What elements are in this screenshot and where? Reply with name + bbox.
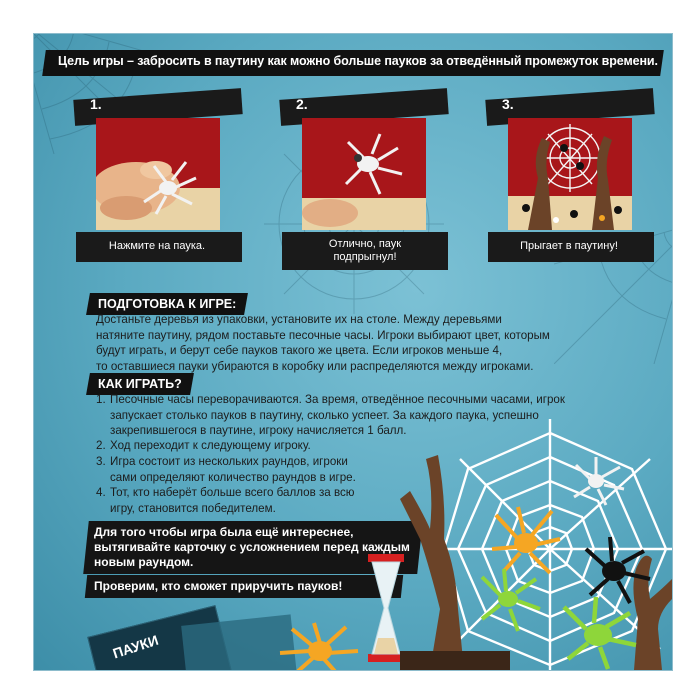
finger-pressing-spider-icon <box>96 118 220 230</box>
step-number: 1. <box>90 96 102 112</box>
tree-right-icon <box>633 556 672 670</box>
setup-title: ПОДГОТОВКА К ИГРЕ: <box>86 293 248 315</box>
step-caption: Прыгает в паутину! <box>520 240 618 252</box>
step-caption: Отлично, паук подпрыгнул! <box>328 238 402 263</box>
rule-line: сами определяют количество раундов в игре. <box>110 470 356 484</box>
jumping-spider-icon <box>302 118 426 230</box>
orange-spider-icon <box>274 619 364 671</box>
tree-left-icon <box>400 455 464 670</box>
spider-web-scene <box>400 419 672 670</box>
how-to-play-title: КАК ИГРАТЬ? <box>86 373 194 395</box>
setup-line: Достаньте деревья из упаковки, установите их на столе. Между деревьями <box>96 313 502 326</box>
step-photo <box>508 118 632 230</box>
rule-item-3 <box>96 454 396 485</box>
rule-number: 3. <box>96 455 106 468</box>
step-number: 3. <box>502 96 514 112</box>
rule-line: Тот, кто наберёт больше всего баллов за всю <box>110 486 355 499</box>
step-photo <box>302 118 426 230</box>
step-2 <box>280 92 450 272</box>
rule-line: Игра состоит из нескольких раундов, игроки <box>110 455 348 468</box>
goal-text: Цель игры – забросить в паутину как можно больше пауков за отведённый промежуток времени. <box>58 54 658 68</box>
step-3 <box>486 92 656 272</box>
rule-line: закрепившегося в паутине, игроку начисляется 1 балл. <box>110 424 407 437</box>
closing-text: Проверим, кто сможет приручить пауков! <box>94 579 343 593</box>
rule-line: Ход переходит к следующему игроку. <box>110 439 311 452</box>
setup-paragraph <box>96 312 666 374</box>
rule-number: 2. <box>96 439 106 452</box>
rule-line: игру, становится победителем. <box>110 501 276 515</box>
rule-item-2 <box>96 438 396 454</box>
game-box-back <box>33 33 673 671</box>
tip-line: новым раундом. <box>94 555 194 569</box>
tip-line: вытягивайте карточку с усложнением перед каждым <box>94 540 410 554</box>
setup-line: натяните паутину, рядом поставьте песочные часы. Игроки выбирают цвет, которым <box>96 328 550 342</box>
spiders-on-web-icon <box>508 118 632 230</box>
rule-number: 4. <box>96 486 106 499</box>
step-1 <box>74 92 244 272</box>
rule-line: запускает столько пауков в паутину, сколько успеет. За каждого паука, успешно <box>110 408 539 422</box>
step-photo <box>96 118 220 230</box>
setup-line: будут играть, и берут себе пауков такого же цвета. Если игроков меньше 4, <box>96 344 503 357</box>
rule-item-4 <box>96 485 396 516</box>
rule-line: Песочные часы переворачиваются. За время, отведённое песочными часами, игрок <box>110 393 565 406</box>
tip-line: Для того чтобы игра была ещё интереснее, <box>94 525 354 539</box>
step-caption: Нажмите на паука. <box>108 240 206 252</box>
card-title: ПАУКИ <box>110 631 161 662</box>
step-number: 2. <box>296 96 308 112</box>
closing-box <box>85 575 403 598</box>
setup-line: то оставшиеся пауки убираются в коробку или распределяются между игроками. <box>96 359 534 373</box>
rule-number: 1. <box>96 393 106 406</box>
